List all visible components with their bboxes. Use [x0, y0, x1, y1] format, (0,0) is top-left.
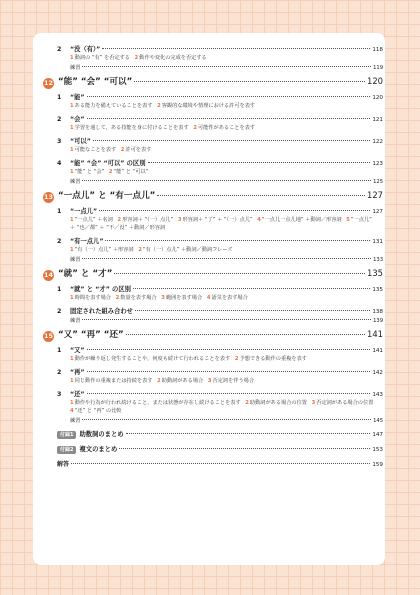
subsection-number: 2: [157, 378, 161, 384]
section-number: 2: [57, 46, 62, 53]
subsection-text: 語気を表す場合: [211, 295, 248, 301]
subsection-item: [161, 295, 202, 301]
chapter-number: 15: [43, 332, 54, 340]
leader-dots: [71, 463, 370, 464]
subsection-number: 2: [115, 295, 120, 301]
subsection-item: [312, 400, 374, 406]
practice-entry[interactable]: [43, 64, 383, 71]
leader-dots: [87, 349, 371, 350]
leader-dots: [114, 273, 365, 274]
leader-dots: [82, 319, 371, 320]
subsection-text: 動詞の “有” を否定する: [74, 55, 130, 61]
practice-entry[interactable]: [43, 417, 383, 424]
page-number: 143: [372, 392, 383, 398]
subsection-item: [245, 400, 307, 406]
subsection-item: [70, 55, 130, 61]
leader-dots: [133, 288, 370, 289]
subsection-number: 2: [117, 217, 122, 223]
appendix-title: 複文のまとめ: [79, 446, 118, 453]
section-number: 2: [57, 308, 62, 315]
subsection-text: “一点儿” ＋ “也／都” ＋ “不／没” ＋動詞／形容詞: [70, 217, 372, 231]
subsection-text: 客観的な環境や情理における許可を表す: [161, 103, 256, 109]
subsection-text: “有（一）点儿” ＋動詞／動詞フレーズ: [142, 247, 233, 253]
subsection-number: 2: [157, 103, 161, 109]
answers-title: 解答: [57, 461, 70, 468]
subsection-text: “一点儿一点儿地” ＋動詞／形容詞: [261, 217, 342, 223]
section-title: “还”: [70, 391, 85, 398]
subsection-item: [70, 408, 121, 414]
section-title: “有一点儿”: [70, 238, 104, 245]
page-number: 142: [372, 370, 383, 376]
leader-dots: [126, 433, 371, 434]
subsection-item: [70, 400, 241, 406]
page-number: 131: [372, 239, 383, 245]
appendix-entry[interactable]: [43, 429, 383, 439]
page-number: 122: [372, 139, 383, 145]
page-number: 145: [373, 418, 383, 424]
subsection-number: 2: [108, 169, 113, 175]
subsection-text: 学習を通して，ある技能を身に付けることを表す: [74, 125, 189, 131]
section-entry[interactable]: [43, 389, 383, 398]
page-number: 159: [372, 462, 383, 468]
subsection-number: 2: [134, 55, 139, 61]
subsection-text: 可能なことを表す: [74, 147, 117, 153]
section-entry[interactable]: [43, 44, 383, 53]
section-number: 2: [57, 116, 62, 123]
subsection-text: 許可を表す: [125, 147, 152, 153]
leader-dots: [157, 195, 365, 196]
subsection-text: 数量を表す場合: [120, 295, 157, 301]
practice-title: 練習: [70, 418, 81, 424]
section-title: “又”: [70, 347, 85, 354]
answers-entry[interactable]: [43, 459, 383, 468]
subsection-list: [43, 168, 383, 176]
section-number: 2: [57, 238, 62, 245]
subsection-text: 助動詞がある場合: [161, 378, 204, 384]
page-number: 121: [372, 117, 383, 123]
subsection-number: 1: [70, 217, 74, 223]
page-number: 120: [367, 76, 383, 86]
subsection-text: 予想できる動作の重複を表す: [239, 356, 307, 362]
practice-title: 練習: [70, 257, 81, 263]
practice-entry[interactable]: [43, 178, 383, 185]
leader-dots: [119, 448, 370, 449]
table-of-contents: [43, 40, 383, 468]
practice-title: 練習: [70, 65, 81, 71]
page-number: 135: [372, 287, 383, 293]
subsection-number: 4: [70, 408, 74, 414]
subsection-text: ある能力を備えていることを表す: [74, 103, 153, 109]
section-number: 3: [57, 391, 62, 398]
subsection-number: 2: [234, 356, 239, 362]
subsection-item: [70, 169, 104, 175]
page-number: 153: [372, 447, 383, 453]
subsection-text: 否定詞がある場合の位置: [316, 400, 374, 406]
practice-title: 練習: [70, 318, 81, 324]
subsection-list: [43, 102, 383, 110]
subsection-number: 1: [70, 147, 74, 153]
subsection-number: 2: [120, 147, 125, 153]
page-number: 127: [367, 190, 383, 200]
practice-entry[interactable]: [43, 317, 383, 324]
leader-dots: [82, 419, 371, 420]
subsection-text: “还” と “再” の比較: [74, 408, 122, 414]
subsection-item: [70, 356, 230, 362]
section-number: 4: [57, 160, 62, 167]
section-title: “就” と “才” の区別: [70, 286, 131, 293]
subsection-number: 2: [245, 400, 249, 406]
section-entry[interactable]: [43, 306, 383, 315]
section-number: 1: [57, 208, 62, 215]
page-number: 139: [373, 318, 383, 324]
section-entry[interactable]: [43, 136, 383, 145]
chapter-heading[interactable]: [43, 189, 383, 202]
page-number: 119: [373, 65, 383, 71]
subsection-text: 動作や行為が行われ続けること，または状態が存在し続けることを表す: [74, 400, 241, 406]
leader-dots: [102, 48, 370, 49]
section-title: “能” “会” “可以” の区別: [70, 160, 146, 167]
toc-page: [33, 33, 385, 565]
appendix-title: 助数詞のまとめ: [79, 431, 124, 438]
subsection-number: 3: [207, 378, 212, 384]
chapter-heading[interactable]: [43, 328, 383, 341]
subsection-number: 2: [193, 125, 197, 131]
leader-dots: [105, 240, 370, 241]
section-number: 1: [57, 347, 62, 354]
section-entry[interactable]: [43, 92, 383, 101]
subsection-number: 1: [70, 378, 74, 384]
subsection-number: 1: [70, 356, 74, 362]
section-title: “可以”: [70, 138, 91, 145]
appendix-badge: 付録1: [57, 431, 76, 439]
subsection-item: [70, 217, 113, 223]
section-title: “再”: [70, 369, 85, 376]
subsection-text: 形容詞＋ “了” ＋ “（一）点儿”: [182, 217, 253, 223]
subsection-item: [193, 125, 255, 131]
subsection-item: [70, 147, 116, 153]
subsection-item: [70, 295, 111, 301]
chapter-number: 14: [43, 271, 54, 279]
subsection-text: 範囲を表す場合: [165, 295, 203, 301]
subsection-item: [70, 125, 189, 131]
subsection-item: [117, 217, 173, 223]
leader-dots: [87, 371, 371, 372]
subsection-item: [70, 103, 152, 109]
page-number: 141: [372, 348, 383, 354]
subsection-text: 時間を表す場合: [74, 295, 111, 301]
chapter-title: “就” と “才”: [58, 269, 113, 279]
subsection-number: 1: [70, 295, 74, 301]
leader-dots: [82, 180, 371, 181]
section-number: 2: [57, 369, 62, 376]
subsection-item: [109, 169, 148, 175]
subsection-item: [116, 295, 157, 301]
page-number: 127: [372, 209, 383, 215]
leader-dots: [93, 140, 370, 141]
subsection-number: 3: [177, 217, 182, 223]
subsection-item: [157, 103, 255, 109]
subsection-item: [157, 378, 203, 384]
section-number: 1: [57, 94, 62, 101]
chapter-title: “一点儿” と “有一点儿”: [58, 191, 156, 201]
subsection-number: 4: [206, 295, 211, 301]
subsection-number: 5: [346, 217, 350, 223]
subsection-list: [43, 216, 383, 232]
subsection-item: [135, 55, 207, 61]
subsection-text: 否定詞を伴う場合: [212, 378, 255, 384]
leader-dots: [134, 81, 365, 82]
page-number: 125: [373, 179, 383, 185]
section-title: “没（有）”: [70, 46, 101, 53]
leader-dots: [82, 66, 371, 67]
page-number: 133: [373, 257, 383, 263]
leader-dots: [87, 393, 371, 394]
subsection-number: 1: [70, 169, 74, 175]
page-number: 138: [372, 309, 383, 315]
section-entry[interactable]: [43, 206, 383, 215]
subsection-item: [257, 217, 341, 223]
subsection-number: 1: [70, 103, 74, 109]
chapter-title: “能” “会” “可以”: [58, 77, 133, 87]
leader-dots: [87, 96, 371, 97]
subsection-text: “有（一）点儿” ＋形容詞: [74, 247, 134, 253]
subsection-text: 動作や変化の完成を否定する: [139, 55, 207, 61]
leader-dots: [82, 258, 371, 259]
subsection-list: [43, 377, 383, 385]
subsection-text: 可能性があることを表す: [197, 125, 256, 131]
subsection-item: [178, 217, 253, 223]
chapter-title: “又” “再” “还”: [58, 330, 124, 340]
subsection-item: [208, 378, 254, 384]
chapter-heading[interactable]: [43, 75, 383, 88]
subsection-text: “能” と “会”: [74, 169, 105, 175]
section-entry[interactable]: [43, 236, 383, 245]
page-number: 123: [372, 161, 383, 167]
section-title: “能”: [70, 94, 85, 101]
subsection-text: “能” と “可以”: [113, 169, 149, 175]
subsection-item: [70, 247, 134, 253]
section-entry[interactable]: [43, 114, 383, 123]
section-title: “一点儿”: [70, 208, 98, 215]
subsection-list: [43, 294, 383, 302]
chapter-number: 13: [43, 193, 54, 201]
subsection-list: [43, 146, 383, 154]
subsection-number: 1: [70, 247, 74, 253]
subsection-number: 1: [70, 55, 74, 61]
subsection-list: [43, 246, 383, 254]
subsection-item: [207, 295, 248, 301]
chapter-number: 12: [43, 79, 54, 87]
section-title: 固定された組み合わせ: [70, 308, 133, 315]
subsection-number: 1: [70, 125, 74, 131]
leader-dots: [99, 210, 370, 211]
page-number: 135: [367, 268, 383, 278]
section-entry[interactable]: [43, 158, 383, 167]
section-entry[interactable]: [43, 345, 383, 354]
subsection-number: 3: [161, 295, 165, 301]
subsection-list: [43, 355, 383, 363]
subsection-text: 動作が繰り返し発生することや，何度も続けて行われることを表す: [74, 356, 231, 362]
leader-dots: [126, 334, 365, 335]
subsection-text: 助動詞がある場合の位置: [249, 400, 307, 406]
practice-entry[interactable]: [43, 256, 383, 263]
practice-title: 練習: [70, 179, 81, 185]
appendix-entry[interactable]: [43, 444, 383, 454]
section-entry[interactable]: [43, 284, 383, 293]
section-title: “会”: [70, 116, 85, 123]
page-number: 120: [372, 95, 383, 101]
leader-dots: [148, 162, 371, 163]
chapter-heading[interactable]: [43, 267, 383, 280]
subsection-text: 同じ動作の重複または持続を表す: [74, 378, 153, 384]
subsection-item: [235, 356, 307, 362]
page-number: 118: [372, 47, 383, 53]
subsection-number: 2: [138, 247, 142, 253]
subsection-item: [138, 247, 232, 253]
section-number: 1: [57, 286, 62, 293]
subsection-number: 1: [70, 400, 74, 406]
subsection-text: “一点儿” ＋名詞: [74, 217, 113, 223]
leader-dots: [87, 118, 371, 119]
page-number: 147: [372, 432, 383, 438]
subsection-item: [70, 378, 152, 384]
subsection-number: 4: [257, 217, 261, 223]
subsection-number: 3: [311, 400, 316, 406]
subsection-text: 形容詞＋ “（一）点儿”: [122, 217, 174, 223]
appendix-badge: 付録2: [57, 446, 76, 454]
subsection-item: [121, 147, 152, 153]
subsection-list: [43, 399, 383, 415]
subsection-list: [43, 54, 383, 62]
section-number: 3: [57, 138, 62, 145]
page-number: 141: [367, 329, 383, 339]
subsection-list: [43, 124, 383, 132]
leader-dots: [135, 310, 370, 311]
section-entry[interactable]: [43, 367, 383, 376]
